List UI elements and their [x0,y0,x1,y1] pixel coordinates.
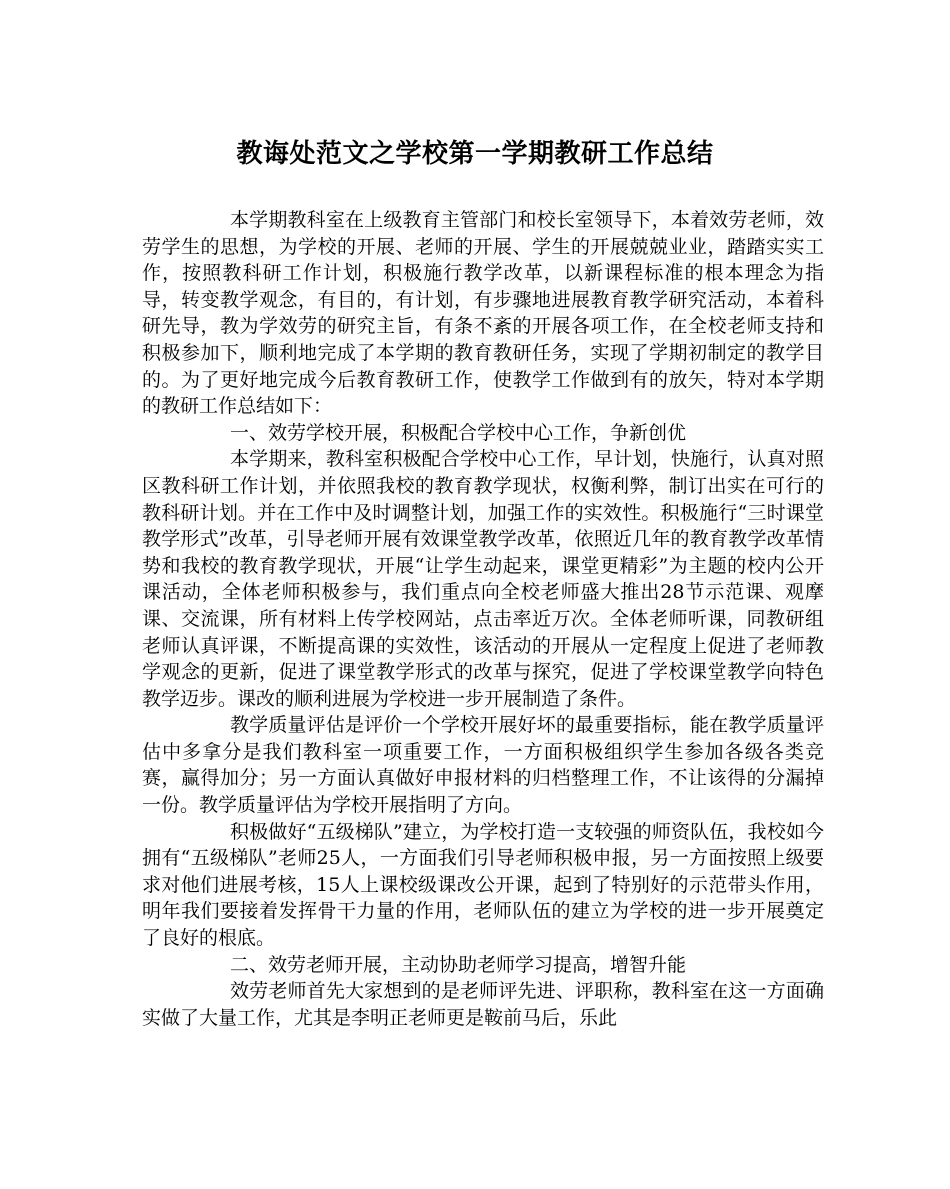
document-title: 教诲处范文之学校第一学期教研工作总结 [236,139,714,169]
document-body [142,207,824,1031]
paragraph-section1-teacher-echelon: 积极做好“五级梯队”建立，为学校打造一支较强的师资队伍，我校如今拥有“五级梯队”老师25人，一方面我们引导老师积极申报，另一方面按照上级要求对他们进展考核，15人上课校级课改公开课，起到了特别好的示范带头作用，明年我们要接着发挥骨干力量的作用，老师队伍的建立为学校的进一步开展奠定了良好的根底。 [142,820,824,950]
section-heading-2: 二、效劳老师开展，主动协助老师学习提高，增智升能 [230,953,687,976]
paragraph-section1-quality-evaluation: 教学质量评估是评价一个学校开展好坏的最重要指标，能在教学质量评估中多拿分是我们教科室一项重要工作，一方面积极组织学生参加各级各类竞赛，赢得加分；另一方面认真做好申报材料的归档整理工作，不让该得的分漏掉一份。教学质量评估为学校开展指明了方向。 [142,714,824,817]
paragraph-section1-teaching-reform: 本学期来，教科室积极配合学校中心工作，早计划，快施行，认真对照区教科研工作计划，并依照我校的教育教学现状，权衡利弊，制订出实在可行的教科研计划。并在工作中及时调整计划，加强工作的实效性。积极施行“三时课堂教学形式”改革，引导老师开展有效课堂教学改革，依照近几年的教育教学改革情势和我校的教育教学现状，开展“让学生动起来，课堂更精彩”为主题的校内公开课活动，全体老师积极参与，我们重点向全校老师盛大推出28节示范课、观摩课、交流课，所有材料上传学校网站，点击率近万次。全体老师听课，同教研组老师认真评课，不断提高课的实效性，该活动的开展从一定程度上促进了老师教学观念的更新，促进了课堂教学形式的改革与探究，促进了学校课堂教学向特色教学迈步。课改的顺利进展为学校进一步开展制造了条件。 [142,448,824,710]
paragraph-section2-teacher-service: 效劳老师首先大家想到的是老师评先进、评职称，教科室在这一方面确实做了大量工作，尤其是李明正老师更是鞍前马后，乐此 [142,980,824,1029]
section-heading-1: 一、效劳学校开展，积极配合学校中心工作，争新创优 [230,421,687,444]
paragraph-intro: 本学期教科室在上级教育主管部门和校长室领导下，本着效劳老师，效劳学生的思想，为学校的开展、老师的开展、学生的开展兢兢业业，踏踏实实工作，按照教科研工作计划，积极施行教学改革，以新课程标准的根本理念为指导，转变教学观念，有目的，有计划，有步骤地进展教育教学研究活动，本着科研先导，教为学效劳的研究主旨，有条不紊的开展各项工作，在全校老师支持和积极参加下，顺利地完成了本学期的教育教研任务，实现了学期初制定的教学目的。为了更好地完成今后教育教研工作，使教学工作做到有的放矢，特对本学期的教研工作总结如下： [142,209,824,418]
